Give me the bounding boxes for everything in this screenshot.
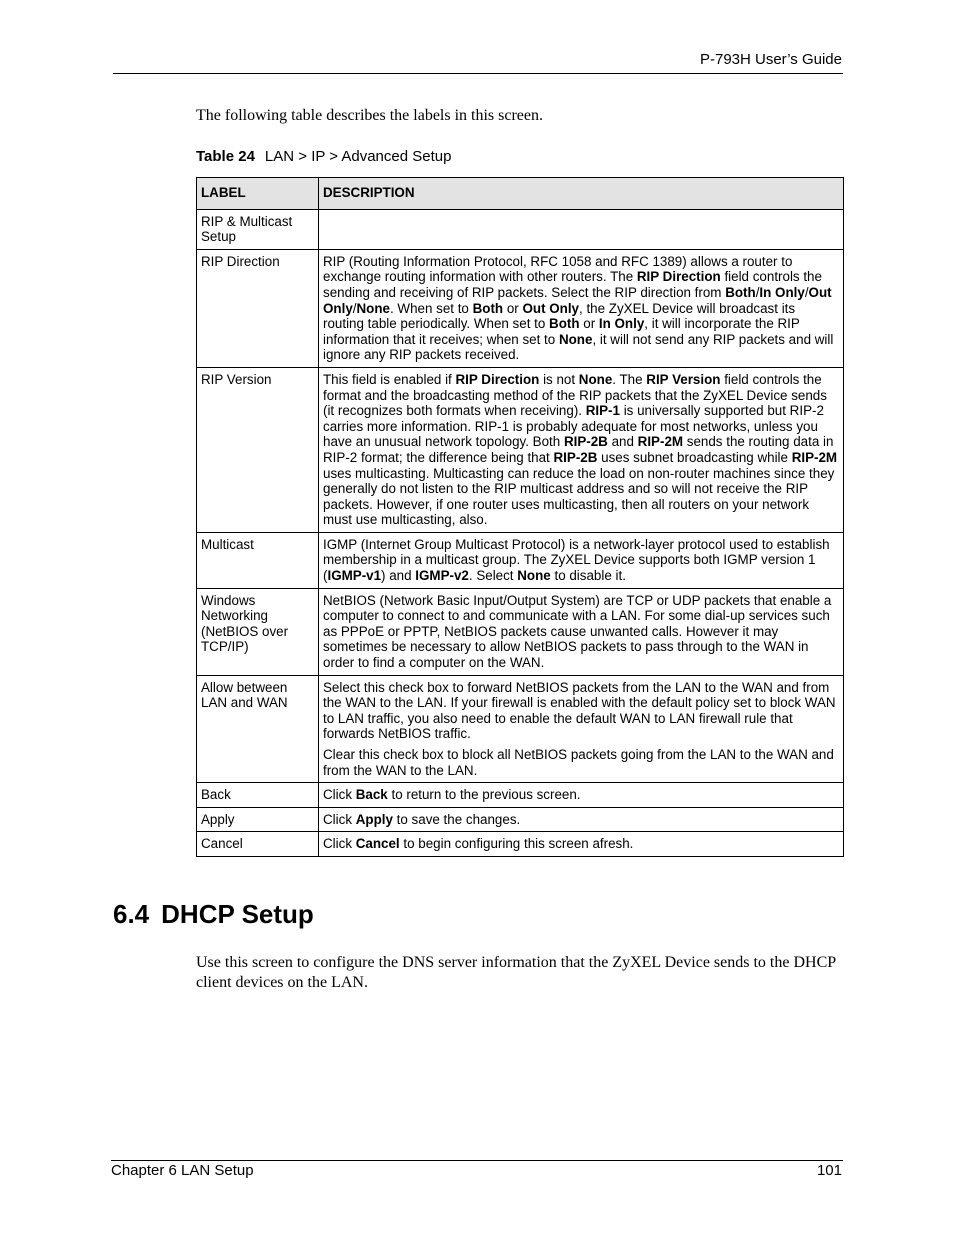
bold-term: Out Only [522, 300, 580, 316]
text-run: is not [539, 371, 579, 387]
text-run: . When set to [389, 300, 473, 316]
bold-term: None [558, 331, 593, 347]
row-description [319, 807, 844, 832]
row-description [319, 249, 844, 367]
table-row [197, 832, 844, 857]
text-run: and [607, 434, 638, 450]
row-label: Multicast [197, 532, 319, 588]
description-paragraph [323, 254, 839, 363]
text-run: to save the changes. [392, 811, 521, 827]
table-row [197, 532, 844, 588]
text-run: Click [323, 787, 356, 803]
text-run: or [503, 300, 523, 316]
description-paragraph [323, 747, 839, 778]
row-label: RIP Direction [197, 249, 319, 367]
table-header-label: LABEL [197, 178, 319, 210]
table-row [197, 209, 844, 249]
text-run: / [804, 284, 809, 300]
text-run: sends the routing data in RIP-2 format; the difference being that [323, 434, 834, 465]
text-run: is universally supported but RIP-2 carries more information. RIP-1 is probably adequate for most networks, unless you have an unusual network topology. Both [323, 403, 824, 450]
bold-term: Both [549, 316, 580, 332]
row-label: Cancel [197, 832, 319, 857]
bold-term: Back [355, 787, 388, 803]
bold-term: RIP-1 [585, 403, 620, 419]
bold-term: RIP-2B [553, 449, 598, 465]
bold-term: Out Only [323, 284, 832, 316]
row-description [319, 588, 844, 675]
text-run: IGMP (Internet Group Multicast Protocol) is a network-layer protocol used to establish membership in a multicast group. The ZyXEL Device supports both IGMP version 1 ( [323, 536, 830, 584]
bold-term: RIP-2B [563, 434, 608, 450]
text-run: / [755, 284, 760, 300]
label-description-table [196, 177, 844, 857]
bold-term: Both [472, 300, 504, 316]
table-header-description: DESCRIPTION [319, 178, 844, 210]
bold-term: IGMP-v2 [415, 568, 469, 584]
intro-paragraph: The following table describes the labels in this screen. [196, 107, 544, 124]
footer-rule [111, 1160, 843, 1161]
text-run: Click [323, 836, 356, 852]
table-row [197, 783, 844, 808]
table-row [197, 367, 844, 532]
table-row [197, 807, 844, 832]
description-paragraph [323, 812, 839, 828]
bold-term: RIP-2M [637, 434, 684, 450]
text-run: , it will incorporate the RIP information that it receives; when set to [323, 316, 800, 347]
description-paragraph [323, 593, 839, 671]
text-run: This field is enabled if [323, 371, 456, 387]
bold-term: None [578, 371, 613, 387]
row-label: Apply [197, 807, 319, 832]
row-label: RIP Version [197, 367, 319, 532]
description-paragraph [323, 836, 839, 852]
text-run: to disable it. [550, 568, 626, 584]
text-run: field controls the format and the broadcasting method of the RIP packets that the ZyXEL Device sends (it recognizes both formats when receiving). [323, 371, 827, 419]
bold-term: In Only [759, 284, 805, 300]
header-rule [113, 73, 843, 74]
description-paragraph [323, 680, 839, 742]
bold-term: RIP Version [646, 371, 721, 387]
bold-term: RIP Direction [455, 371, 540, 387]
row-description [319, 783, 844, 808]
row-description [319, 832, 844, 857]
text-run: , the ZyXEL Device will broadcast its routing table periodically. When set to [323, 300, 796, 332]
bold-term: RIP-2M [791, 449, 838, 465]
row-description [319, 367, 844, 532]
table-caption-number: Table 24 [196, 148, 255, 165]
section-number: 6.4 [113, 899, 150, 929]
running-header: P-793H User’s Guide [699, 51, 842, 68]
table-caption-title: LAN > IP > Advanced Setup [264, 148, 452, 165]
bold-term: IGMP-v1 [327, 568, 382, 584]
text-run: NetBIOS (Network Basic Input/Output System) are TCP or UDP packets that enable a computer to connect to and communicate with a LAN. For some dial-up services such as PPPoE or PPTP, NetBIOS packets cause unwanted calls. However it may sometimes be necessary to allow NetBIOS packets to pass through to the WAN in order to find a computer on the WAN. [323, 592, 832, 671]
text-run: to return to the previous screen. [387, 787, 581, 803]
text-run: to begin configuring this screen afresh. [399, 836, 634, 852]
text-run: or [579, 316, 599, 332]
bold-term: Cancel [355, 836, 400, 852]
text-run: Click [323, 811, 356, 827]
description-paragraph [323, 787, 839, 803]
row-label: RIP & Multicast Setup [197, 209, 319, 249]
bold-term: Apply [355, 811, 393, 827]
text-run: field controls the sending and receiving of RIP packets. Select the RIP direction from [323, 269, 822, 300]
bold-term: RIP Direction [636, 269, 721, 285]
section-title: DHCP Setup [161, 899, 314, 929]
description-paragraph [323, 537, 839, 584]
text-run: ) and [381, 568, 416, 584]
row-description [319, 532, 844, 588]
description-paragraph [323, 372, 839, 528]
footer-chapter: Chapter 6 LAN Setup [111, 1162, 254, 1179]
table-row [197, 249, 844, 367]
text-run: , it will not send any RIP packets and will ignore any RIP packets received. [323, 331, 834, 363]
table-body [197, 209, 844, 856]
text-run: . Select [468, 568, 518, 584]
row-label: Allow between LAN and WAN [197, 675, 319, 783]
text-run: . The [612, 371, 647, 387]
table-row [197, 675, 844, 783]
row-label: Windows Networking (NetBIOS over TCP/IP) [197, 588, 319, 675]
text-run: Select this check box to forward NetBIOS packets from the LAN to the WAN and from the WAN to the LAN. If your firewall is enabled with the default policy set to block WAN to LAN traffic, you also need to enable the default WAN to LAN firewall rule that forwards NetBIOS traffic. [323, 679, 836, 742]
row-label: Back [197, 783, 319, 808]
footer-page-number: 101 [816, 1162, 842, 1179]
text-run: / [352, 300, 357, 316]
table-caption [196, 148, 451, 165]
row-description [319, 209, 844, 249]
bold-term: Both [725, 284, 756, 300]
bold-term: None [517, 568, 551, 584]
table-header-row [197, 178, 844, 210]
text-run: RIP (Routing Information Protocol, RFC 1058 and RFC 1389) allows a router to exchange routing information with other routers. The [323, 253, 793, 285]
table-row [197, 588, 844, 675]
text-run: Clear this check box to block all NetBIOS packets going from the LAN to the WAN and from the WAN to the LAN. [323, 747, 834, 778]
bold-term: None [356, 300, 390, 316]
row-description [319, 675, 844, 783]
bold-term: In Only [598, 316, 645, 332]
section-heading [113, 899, 314, 930]
text-run: uses multicasting. Multicasting can reduce the load on non-router machines since they generally do not listen to the RIP multicast address and so will not receive the RIP packets. However, if one router uses multicasting, then all routers on your network must use multicasting, also. [323, 465, 835, 528]
text-run: uses subnet broadcasting while [597, 449, 792, 465]
section-body: Use this screen to configure the DNS server information that the ZyXEL Device sends to the DHCP client devices on the LAN. [196, 954, 836, 991]
